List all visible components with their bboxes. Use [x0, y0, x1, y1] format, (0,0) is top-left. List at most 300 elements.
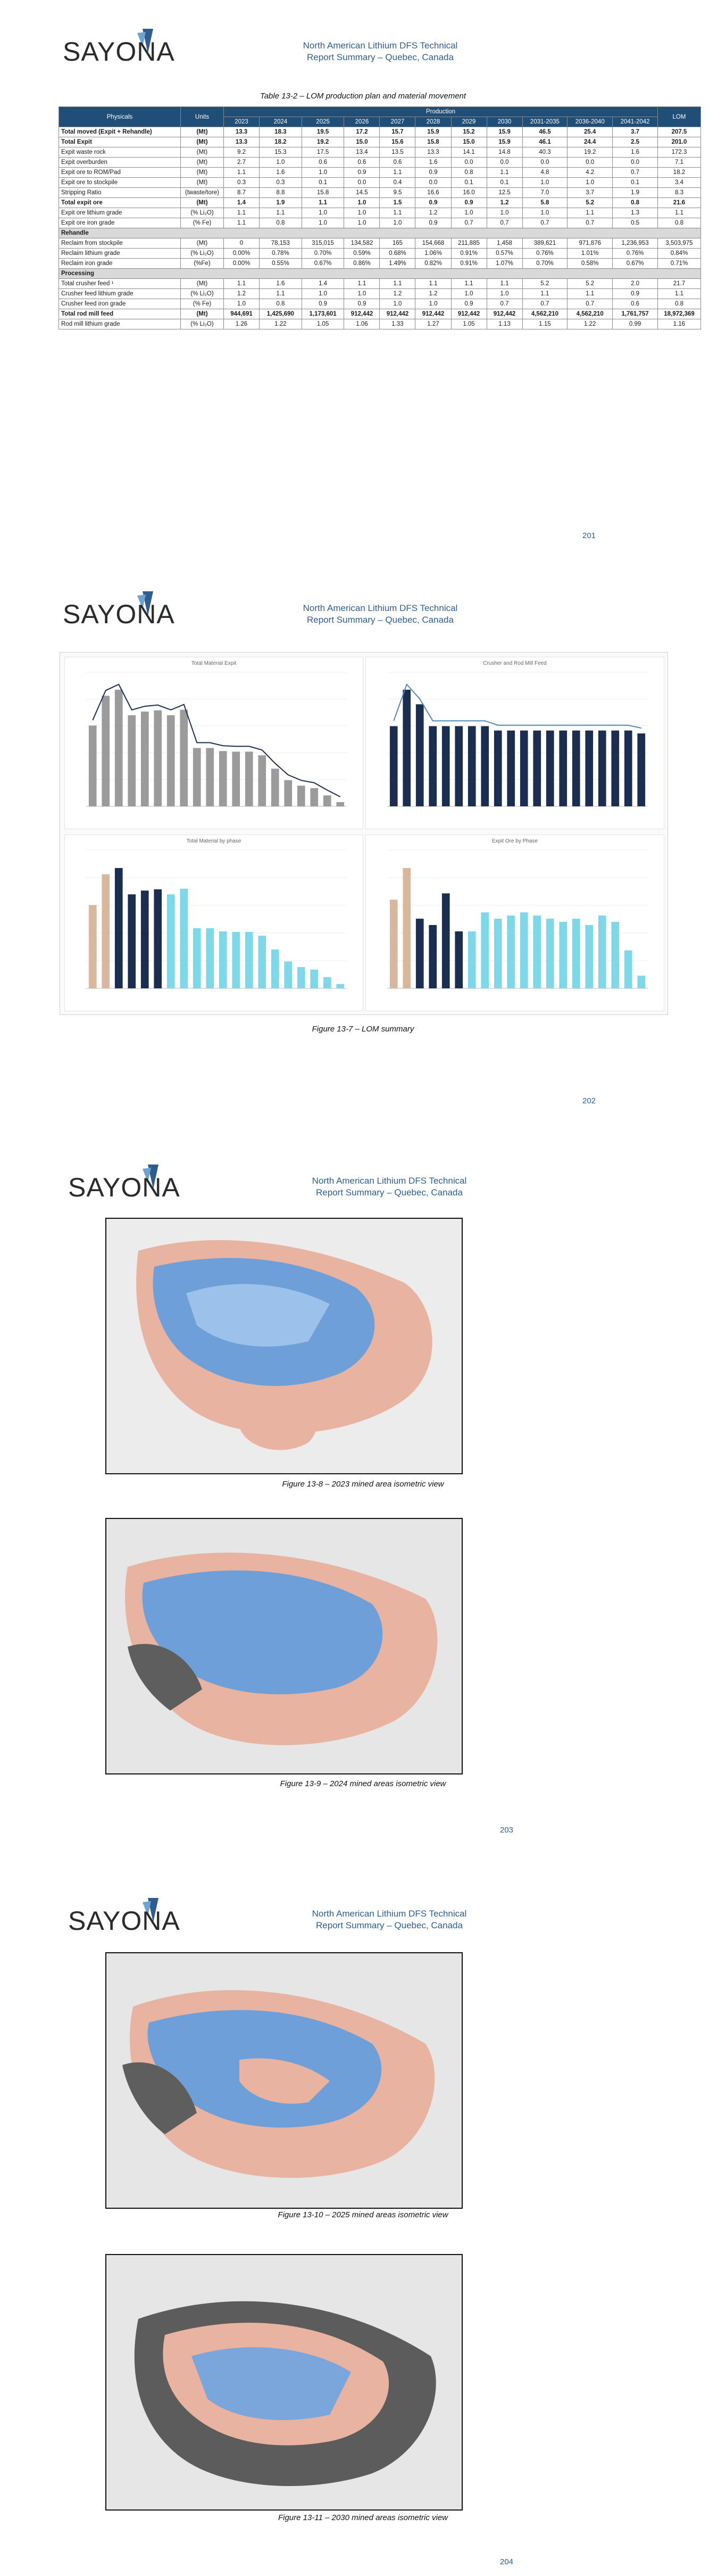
table-cell: 1.0: [302, 289, 344, 299]
iso-view-2024: [105, 1518, 463, 1774]
panel-title: Expit Ore by Phase: [491, 838, 538, 844]
row-label: Expit overburden: [59, 158, 181, 168]
table-cell: 0.68%: [380, 249, 415, 259]
table-cell: 0.0: [568, 158, 613, 168]
chart-bar: [206, 928, 214, 988]
table-row: [59, 279, 701, 289]
table-cell: 1.0: [568, 178, 613, 188]
row-unit: (% Li₂O): [181, 289, 224, 299]
table-cell: 1.0: [487, 208, 522, 218]
table-cell: 40.3: [522, 147, 568, 158]
table-cell: 5.2: [568, 279, 613, 289]
logo-wordmark: SAYONA: [63, 37, 175, 67]
iso-terrain-2025: [106, 1953, 462, 2208]
table-cell: 1.0: [302, 168, 344, 178]
chart-bar: [245, 932, 253, 988]
chart-bar: [442, 894, 450, 988]
table-cell: 0.7: [522, 299, 568, 309]
table-cell: 4.2: [568, 168, 613, 178]
row-label: Total moved (Expit + Rehandle): [59, 127, 181, 137]
table-cell: 1.0: [344, 218, 380, 228]
iso-terrain-2030: [106, 2255, 462, 2509]
row-label: Reclaim from stockpile: [59, 238, 181, 249]
lom-cell: 3,503,975: [658, 238, 701, 249]
row-unit: (% Fe): [181, 299, 224, 309]
table-cell: 15.9: [415, 127, 451, 137]
page-number: 202: [582, 1096, 596, 1105]
lom-cell: 1.16: [658, 319, 701, 329]
table-cell: 3.7: [613, 127, 658, 137]
table-cell: 9.5: [380, 188, 415, 198]
table-cell: 1.1: [451, 279, 487, 289]
table-cell: 9.2: [224, 147, 260, 158]
table-cell: 1,173,601: [302, 309, 344, 319]
table-row: [59, 168, 701, 178]
chart-bar: [258, 755, 266, 806]
table-cell: 0.70%: [302, 249, 344, 259]
table-cell: 1.22: [260, 319, 302, 329]
table-cell: 0.8: [451, 168, 487, 178]
table-cell: 15.2: [451, 127, 487, 137]
row-label: Expit ore lithium grade: [59, 208, 181, 218]
chart-bar: [323, 977, 331, 988]
table-cell: 0.6: [380, 158, 415, 168]
table-cell: 1,236,953: [613, 238, 658, 249]
chart-bar: [572, 731, 580, 806]
table-cell: 1,425,690: [260, 309, 302, 319]
table-cell: 1.06%: [415, 249, 451, 259]
table-cell: 1.05: [302, 319, 344, 329]
table-row: [59, 228, 701, 238]
table-cell: 1.1: [380, 168, 415, 178]
report-header-line1: North American Lithium DFS Technical: [303, 603, 458, 613]
report-header-line2: Report Summary – Quebec, Canada: [316, 1920, 463, 1930]
report-header-line2: Report Summary – Quebec, Canada: [307, 615, 454, 625]
table-cell: 0.7: [487, 299, 522, 309]
table-row: [59, 218, 701, 228]
table-cell: 15.9: [487, 137, 522, 147]
chart-bar: [193, 928, 201, 988]
table-row: [59, 259, 701, 269]
table-cell: 1.1: [487, 279, 522, 289]
row-label: Total expit ore: [59, 198, 181, 208]
chart-bar: [128, 894, 136, 988]
table-row: [59, 178, 701, 188]
table-cell: 0.91%: [451, 259, 487, 269]
chart-bar: [598, 915, 606, 988]
table-cell: 1.6: [260, 279, 302, 289]
table-cell: 1.13: [487, 319, 522, 329]
table-cell: 912,442: [380, 309, 415, 319]
chart-bar: [624, 951, 632, 988]
table-cell: 1.0: [344, 289, 380, 299]
chart-bar: [611, 922, 619, 988]
chart-bar: [154, 711, 162, 806]
table-row: [59, 299, 701, 309]
iso-terrain-2023: [106, 1219, 462, 1473]
panel-total-material-expit: [64, 657, 363, 829]
page-201: [0, 0, 726, 564]
iso-view-2030: [105, 2254, 463, 2511]
table-cell: 2.5: [613, 137, 658, 147]
table-cell: 0.1: [613, 178, 658, 188]
page-number: 204: [500, 2557, 514, 2566]
table-cell: 15.3: [260, 147, 302, 158]
table-cell: 15.0: [451, 137, 487, 147]
chart-bar: [336, 802, 344, 806]
lom-cell: 0.8: [658, 299, 701, 309]
table-cell: 1.2: [415, 208, 451, 218]
table-cell: 3.7: [568, 188, 613, 198]
table-cell: 0.7: [451, 218, 487, 228]
table-cell: 0.4: [380, 178, 415, 188]
logo-wordmark: SAYONA: [63, 599, 175, 629]
chart-bar: [442, 726, 450, 806]
year-header: 2030: [487, 117, 522, 127]
lom-cell: 207.5: [658, 127, 701, 137]
chart-bar: [416, 704, 424, 806]
row-label: Stripping Ratio: [59, 188, 181, 198]
panel-title: Crusher and Rod Mill Feed: [483, 660, 547, 666]
table-cell: 15.6: [380, 137, 415, 147]
table-cell: 1.1: [344, 279, 380, 289]
chart-bar: [546, 731, 554, 806]
figure-caption: Figure 13-11 – 2030 mined areas isometric view: [278, 2513, 448, 2522]
report-header-line1: North American Lithium DFS Technical: [303, 40, 458, 51]
table-cell: 0.3: [224, 178, 260, 188]
chart-bar: [546, 919, 554, 988]
table-cell: 24.4: [568, 137, 613, 147]
chart-bar: [128, 715, 136, 806]
row-label: Crusher feed iron grade: [59, 299, 181, 309]
table-cell: 0.67%: [613, 259, 658, 269]
table-cell: 1.5: [380, 198, 415, 208]
chart-bar: [180, 710, 188, 806]
year-header: 2025: [302, 117, 344, 127]
logo-wordmark: SAYONA: [68, 1173, 180, 1202]
chart-bar: [89, 725, 97, 806]
table-cell: 1.0: [522, 178, 568, 188]
chart-bar: [494, 731, 502, 806]
section-label: Rehandle: [59, 228, 701, 238]
table-cell: 12.5: [487, 188, 522, 198]
chart-bar: [585, 925, 593, 988]
table-row: [59, 147, 701, 158]
lom-cell: 18.2: [658, 168, 701, 178]
series-line: [394, 684, 641, 728]
table-cell: 0.55%: [260, 259, 302, 269]
table-cell: 0.91%: [451, 249, 487, 259]
header-production: Production: [224, 107, 658, 117]
table-cell: 1.0: [487, 289, 522, 299]
table-cell: 5.2: [522, 279, 568, 289]
table-cell: 165: [380, 238, 415, 249]
table-cell: 0.00%: [224, 249, 260, 259]
table-cell: 13.4: [344, 147, 380, 158]
table-cell: 13.5: [380, 147, 415, 158]
table-cell: 0.6: [344, 158, 380, 168]
table-cell: 1.0: [380, 218, 415, 228]
report-header-line2: Report Summary – Quebec, Canada: [307, 52, 454, 62]
table-cell: 944,691: [224, 309, 260, 319]
page-number: 201: [582, 531, 596, 540]
table-cell: 0.1: [487, 178, 522, 188]
table-cell: 0.1: [451, 178, 487, 188]
report-header: [269, 40, 492, 63]
chart-bar: [455, 726, 463, 806]
chart-bar: [219, 931, 227, 988]
report-header-line1: North American Lithium DFS Technical: [312, 1176, 467, 1186]
table-cell: 0.0: [487, 158, 522, 168]
row-label: Expit ore to ROM/Pad: [59, 168, 181, 178]
table-cell: 0.3: [260, 178, 302, 188]
chart-bar: [115, 690, 123, 806]
table-cell: 13.3: [224, 137, 260, 147]
report-header: [269, 602, 492, 626]
table-cell: 0.8: [260, 218, 302, 228]
row-unit: (Mt): [181, 198, 224, 208]
table-cell: 17.5: [302, 147, 344, 158]
row-unit: (% Li₂O): [181, 319, 224, 329]
table-cell: 1.1: [487, 168, 522, 178]
table-cell: 0.8: [613, 198, 658, 208]
row-unit: (Mt): [181, 178, 224, 188]
table-cell: 1.49%: [380, 259, 415, 269]
chart-bar: [284, 961, 292, 988]
chart-bar: [206, 748, 214, 806]
table-row: [59, 198, 701, 208]
lom-cell: 1.1: [658, 208, 701, 218]
table-cell: 1.2: [380, 289, 415, 299]
chart-bar: [585, 731, 593, 806]
chart-bar: [598, 731, 606, 806]
table-cell: 1.0: [451, 289, 487, 299]
table-row: [59, 269, 701, 279]
sayona-logo: [68, 1895, 180, 1940]
table-cell: 78,153: [260, 238, 302, 249]
table-cell: 2.0: [613, 279, 658, 289]
row-label: Total Expit: [59, 137, 181, 147]
lom-cell: 18,972,369: [658, 309, 701, 319]
row-label: Expit waste rock: [59, 147, 181, 158]
figure-caption: Figure 13-7 – LOM summary: [312, 1025, 414, 1034]
iso-view-2025: [105, 1952, 463, 2209]
table-cell: 1.9: [613, 188, 658, 198]
table-cell: 0.9: [415, 168, 451, 178]
chart-bar: [180, 889, 188, 988]
production-table: [59, 106, 701, 329]
table-cell: 1.0: [522, 208, 568, 218]
chart-bar: [167, 715, 175, 806]
year-header: 2041-2042: [613, 117, 658, 127]
table-cell: 912,442: [487, 309, 522, 319]
chart-bar: [416, 919, 424, 988]
table-cell: 0.67%: [302, 259, 344, 269]
row-unit: (Mt): [181, 238, 224, 249]
table-row: [59, 289, 701, 299]
table-cell: 1.07%: [487, 259, 522, 269]
panel-total-material-phase: [64, 835, 363, 1011]
lom-cell: 172.3: [658, 147, 701, 158]
row-label: Rod mill lithium grade: [59, 319, 181, 329]
chart-bar: [481, 726, 489, 806]
year-header: 2028: [415, 117, 451, 127]
table-cell: 0.8: [260, 299, 302, 309]
table-cell: 18.2: [260, 137, 302, 147]
row-unit: (Mt): [181, 279, 224, 289]
chart-bar: [533, 731, 541, 806]
table-cell: 1.1: [224, 208, 260, 218]
table-cell: 1.0: [260, 158, 302, 168]
table-cell: 1.0: [302, 208, 344, 218]
row-unit: (Mt): [181, 137, 224, 147]
report-header-line1: North American Lithium DFS Technical: [312, 1909, 467, 1919]
table-row: [59, 238, 701, 249]
table-cell: 16.0: [451, 188, 487, 198]
lom-cell: 7.1: [658, 158, 701, 168]
sayona-logo: [63, 26, 175, 71]
chart-bar: [507, 731, 515, 806]
table-cell: 1.2: [487, 198, 522, 208]
table-cell: 13.3: [415, 147, 451, 158]
panel-crusher-rod-mill-feed: [365, 657, 664, 829]
chart-bar: [219, 751, 227, 806]
table-cell: 912,442: [415, 309, 451, 319]
sayona-logo: [63, 588, 175, 633]
table-cell: 0.7: [568, 218, 613, 228]
table-cell: 1.0: [344, 198, 380, 208]
iso-view-2023: [105, 1218, 463, 1474]
year-header: 2023: [224, 117, 260, 127]
chart-bar: [403, 868, 411, 988]
table-cell: 0.9: [302, 299, 344, 309]
chart-bar: [271, 950, 279, 988]
row-label: Expit ore iron grade: [59, 218, 181, 228]
chart-bar: [403, 690, 411, 806]
table-cell: 1.1: [224, 279, 260, 289]
year-header: 2026: [344, 117, 380, 127]
row-unit: (% Li₂O): [181, 249, 224, 259]
table-cell: 13.3: [224, 127, 260, 137]
table-row: [59, 249, 701, 259]
row-label: Reclaim iron grade: [59, 259, 181, 269]
chart-bar: [310, 788, 318, 806]
chart-total-material-phase: [65, 835, 363, 1011]
logo-wordmark: SAYONA: [68, 1906, 180, 1936]
table-cell: 0.1: [302, 178, 344, 188]
table-cell: 1.1: [522, 289, 568, 299]
row-unit: (%Fe): [181, 259, 224, 269]
iso-terrain-2024: [106, 1519, 462, 1773]
table-cell: 19.2: [302, 137, 344, 147]
chart-bar: [167, 894, 175, 988]
table-row: [59, 309, 701, 319]
table-cell: 1.26: [224, 319, 260, 329]
table-cell: 5.8: [522, 198, 568, 208]
table-cell: 46.1: [522, 137, 568, 147]
table-cell: 389,621: [522, 238, 568, 249]
table-cell: 1.6: [415, 158, 451, 168]
table-cell: 912,442: [344, 309, 380, 319]
chart-bar: [336, 984, 344, 988]
table-cell: 19.2: [568, 147, 613, 158]
figure-caption: Figure 13-9 – 2024 mined areas isometric view: [280, 1779, 446, 1788]
row-label: Expit ore to stockpile: [59, 178, 181, 188]
table-cell: 1.1: [302, 198, 344, 208]
figure-caption: Figure 13-8 – 2023 mined area isometric view: [282, 1480, 444, 1489]
table-cell: 1.06: [344, 319, 380, 329]
row-unit: (Mt): [181, 168, 224, 178]
row-label: Total crusher feed ¹: [59, 279, 181, 289]
chart-bar: [507, 915, 515, 988]
table-cell: 0: [224, 238, 260, 249]
lom-cell: 1.1: [658, 289, 701, 299]
table-cell: 0.70%: [522, 259, 568, 269]
table-cell: 1.0: [451, 208, 487, 218]
chart-bar: [141, 890, 149, 988]
table-row: [59, 158, 701, 168]
table-cell: 14.1: [451, 147, 487, 158]
table-cell: 0.0: [522, 158, 568, 168]
table-cell: 0.9: [451, 299, 487, 309]
table-cell: 1.0: [380, 299, 415, 309]
table-cell: 15.8: [415, 137, 451, 147]
lom-cell: 0.71%: [658, 259, 701, 269]
table-cell: 1,458: [487, 238, 522, 249]
table-cell: 1.1: [260, 208, 302, 218]
panel-title: Total Material Expit: [191, 660, 237, 666]
table-cell: 8.7: [224, 188, 260, 198]
table-cell: 14.5: [344, 188, 380, 198]
chart-bar: [115, 868, 123, 988]
row-unit: (Mt): [181, 309, 224, 319]
chart-bar: [624, 731, 632, 806]
chart-bar: [559, 922, 567, 988]
lom-cell: 8.3: [658, 188, 701, 198]
chart-bar: [468, 726, 476, 806]
table-cell: 1.1: [380, 208, 415, 218]
table-cell: 15.7: [380, 127, 415, 137]
table-cell: 1.1: [224, 218, 260, 228]
chart-expit-ore-phase: [366, 835, 664, 1011]
table-cell: 0.6: [613, 299, 658, 309]
chart-bar: [141, 712, 149, 806]
figure-caption: Figure 13-10 – 2025 mined areas isometric view: [278, 2210, 448, 2219]
chart-bar: [193, 748, 201, 806]
table-cell: 315,015: [302, 238, 344, 249]
table-cell: 971,876: [568, 238, 613, 249]
table-cell: 1.0: [302, 218, 344, 228]
table-cell: 1.6: [613, 147, 658, 158]
table-cell: 0.86%: [344, 259, 380, 269]
report-header: [278, 1175, 501, 1199]
table-cell: 1.33: [380, 319, 415, 329]
table-cell: 0.7: [568, 299, 613, 309]
chart-bar: [520, 912, 528, 988]
table-cell: 211,885: [451, 238, 487, 249]
table-cell: 4,562,210: [522, 309, 568, 319]
table-cell: 1.6: [260, 168, 302, 178]
table-cell: 1.01%: [568, 249, 613, 259]
chart-bar: [455, 931, 463, 988]
table-cell: 134,582: [344, 238, 380, 249]
table-cell: 2.7: [224, 158, 260, 168]
chart-bar: [520, 731, 528, 806]
chart-bar: [154, 889, 162, 988]
table-cell: 0.58%: [568, 259, 613, 269]
table-cell: 0.0: [415, 178, 451, 188]
table-cell: 154,668: [415, 238, 451, 249]
